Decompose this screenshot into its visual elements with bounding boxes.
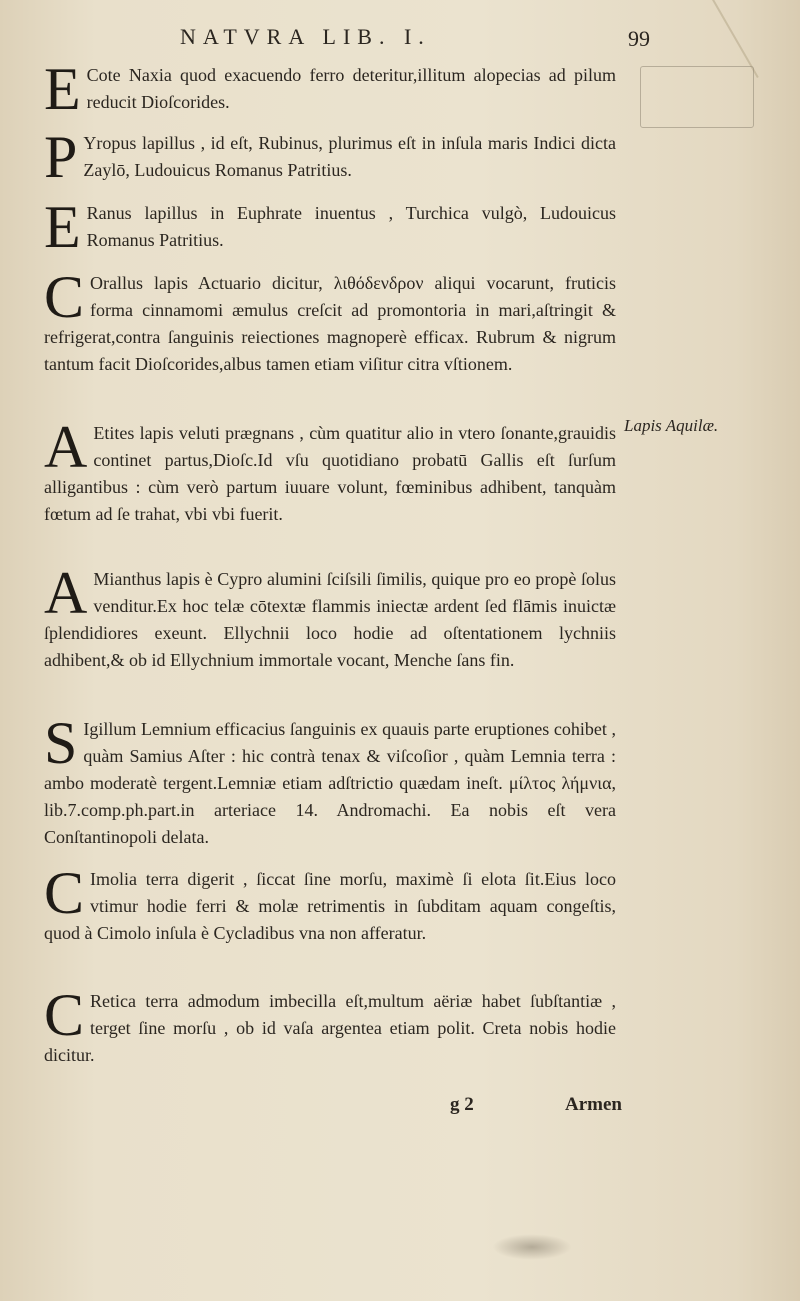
running-header (180, 24, 650, 54)
signature-mark: g 2 (450, 1094, 474, 1115)
paragraph-pyropus (44, 124, 616, 190)
drop-initial: C (44, 264, 85, 330)
paragraph-aetites (44, 414, 616, 528)
paragraph-text: Mianthus lapis è Cypro alumini ſciſsili ſimilis, quique pro eo propè ſolus venditur.Ex hoc telæ cōtextæ flammis iniectæ ardent ſed flāmis inuictæ ſplendidiores exeunt. Ellychnii loco hodie ad oſtentationem lychniis adhibent,& ob id Ellychnium immortale vocant, Menche ſans fin. (44, 569, 616, 670)
paragraph-text: Ranus lapillus in Euphrate inuentus , Turchica vulgò, Ludouicus Romanus Patritius. (86, 203, 616, 250)
drop-initial: C (44, 982, 85, 1048)
margin-note: Lapis Aquilæ. (624, 416, 719, 435)
paragraph-cretica (44, 982, 616, 1069)
paragraph-text: Igillum Lemnium efficacius ſanguinis ex quauis parte eruptiones cohibet , quàm Samius Aſter : hic contrà tenax & viſcoſior , quàm Lemnia terra : ambo moderatè tergent.Lemniæ etiam adſtrictio quædam ineſt. μίλτος λήμνια, lib.7.comp.ph.part.in arteriace 14. Andromachi. Ea nobis eſt vera Conſtantinopoli delata. (44, 719, 616, 847)
drop-initial: A (44, 560, 88, 626)
running-title: NATVRA LIB. I. (180, 24, 431, 49)
paragraph-amianthus (44, 560, 616, 674)
page-number: 99 (628, 26, 650, 51)
paragraph-text: Etites lapis veluti prægnans , cùm quatitur alio in vtero ſonante,grauidis continet partus,Dioſc.Id vſu quotidiano probatū Gallis eſt ſurſum alligantibus : cùm verò partum iuuare volunt, fœminibus adhibent, tanquàm fœtum ad ſe trahat, vbi vbi fuerit. (44, 423, 616, 524)
paragraph-text: Yropus lapillus , id eſt, Rubinus, plurimus eſt in inſula maris Indici dicta Zaylō, Ludouicus Romanus Patritius. (83, 133, 616, 180)
drop-initial: A (44, 414, 88, 480)
drop-initial: C (44, 860, 85, 926)
paragraph-cimolia (44, 860, 616, 947)
paragraph-text: Cote Naxia quod exacuendo ferro deteritur,illitum alopecias ad pilum reducit Dioſcorides. (86, 65, 616, 112)
paragraph-sigillum (44, 710, 616, 851)
paragraph-text: Retica terra admodum imbecilla eſt,multum aëriæ habet ſubſtantiæ , terget ſine morſu , ob id vaſa argentea etiam polit. Creta nobis hodie dicitur. (44, 991, 616, 1065)
paragraph-eranus (44, 194, 616, 260)
drop-initial: S (44, 710, 78, 776)
paragraph-cote-naxia (44, 56, 616, 122)
paragraph-text: Orallus lapis Actuario dicitur, λιθόδενδρον aliqui vocarunt, fruticis forma cinnamomi æmulus creſcit ad promontoria in mari,aſtringit & refrigerat,contra ſanguinis reiectiones magnoperè efficax. Rubrum & nigrum tantum facit Dioſcorides,albus tamen etiam viſitur citra vſtionem. (44, 273, 616, 374)
drop-initial: E (44, 56, 81, 122)
paragraph-corallus (44, 264, 616, 378)
catchword: Armen (565, 1094, 622, 1115)
paragraph-text: Imolia terra digerit , ſiccat ſine morſu, maximè ſi elota ſit.Eius loco vtimur hodie ferri & molæ retrimentis in ſubditam aquam congeſtis, quod à Cimolo inſula è Cycladibus vna non afferatur. (44, 869, 616, 943)
library-stamp (640, 66, 754, 128)
page-footer (450, 1094, 622, 1122)
drop-initial: P (44, 124, 78, 190)
ink-smudge (492, 1234, 572, 1260)
drop-initial: E (44, 194, 81, 260)
